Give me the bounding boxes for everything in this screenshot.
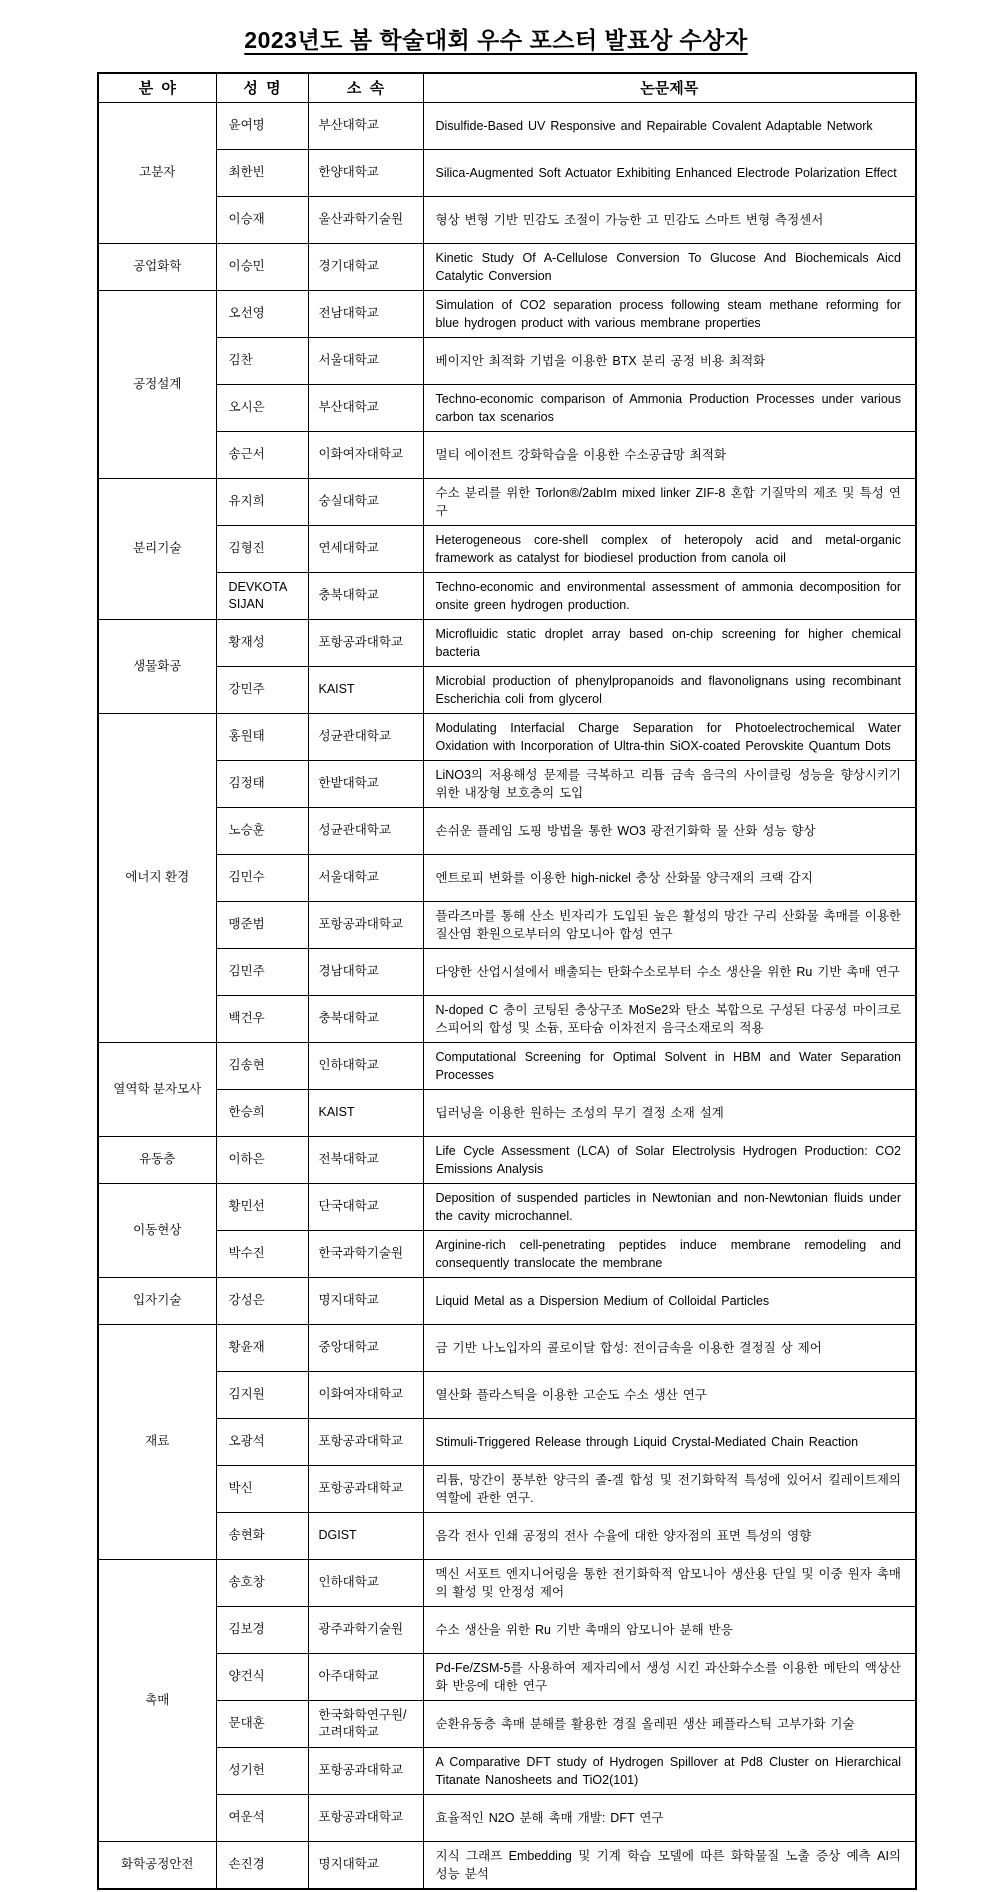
- paper-title-cell: Modulating Interfacial Charge Separation for Photoelectrochemical Water Oxidation with Incorporation of Ultra-thin SiOX-coated Perovskite Quantum Dots: [423, 713, 916, 760]
- table-row: [98, 760, 916, 807]
- header-affiliation: 소 속: [308, 73, 423, 102]
- name-cell: 여운석: [216, 1794, 308, 1841]
- affiliation-cell: 부산대학교: [308, 102, 423, 149]
- table-row: [98, 1465, 916, 1512]
- table-row: [98, 1371, 916, 1418]
- name-cell: 노승훈: [216, 807, 308, 854]
- field-cell: 생물화공: [98, 619, 216, 713]
- affiliation-cell: 전북대학교: [308, 1136, 423, 1183]
- name-cell: 윤여명: [216, 102, 308, 149]
- header-name: 성 명: [216, 73, 308, 102]
- name-cell: 최한빈: [216, 149, 308, 196]
- field-cell: 공업화학: [98, 243, 216, 290]
- paper-title-cell: Life Cycle Assessment (LCA) of Solar Electrolysis Hydrogen Production: CO2 Emissions Analysis: [423, 1136, 916, 1183]
- affiliation-cell: 경기대학교: [308, 243, 423, 290]
- affiliation-cell: 인하대학교: [308, 1042, 423, 1089]
- paper-title-cell: 음각 전사 인쇄 공정의 전사 수율에 대한 양자점의 표면 특성의 영향: [423, 1512, 916, 1559]
- paper-title-cell: 딥러닝을 이용한 원하는 조성의 무기 결정 소재 설계: [423, 1089, 916, 1136]
- name-cell: 유지희: [216, 478, 308, 525]
- name-cell: 박수진: [216, 1230, 308, 1277]
- table-row: [98, 1042, 916, 1089]
- table-row: [98, 1277, 916, 1324]
- name-cell: 이하은: [216, 1136, 308, 1183]
- affiliation-cell: 아주대학교: [308, 1653, 423, 1700]
- paper-title-cell: 수소 분리를 위한 Torlon®/2abIm mixed linker ZIF-8 혼합 기질막의 제조 및 특성 연구: [423, 478, 916, 525]
- table-row: [98, 807, 916, 854]
- field-cell: 고분자: [98, 102, 216, 243]
- name-cell: 맹준범: [216, 901, 308, 948]
- header-paper-title: 논문제목: [423, 73, 916, 102]
- affiliation-cell: 숭실대학교: [308, 478, 423, 525]
- affiliation-cell: DGIST: [308, 1512, 423, 1559]
- table-row: [98, 478, 916, 525]
- paper-title-cell: Techno-economic comparison of Ammonia Production Processes under various carbon tax scenarios: [423, 384, 916, 431]
- name-cell: 강성은: [216, 1277, 308, 1324]
- table-row: [98, 1089, 916, 1136]
- name-cell: 김정태: [216, 760, 308, 807]
- paper-title-cell: 효율적인 N2O 분해 촉매 개발: DFT 연구: [423, 1794, 916, 1841]
- affiliation-cell: 포항공과대학교: [308, 1794, 423, 1841]
- paper-title-cell: LiNO3의 저용해성 문제를 극복하고 리튬 금속 음극의 사이클링 성능을 향상시키기 위한 내장형 보호층의 도입: [423, 760, 916, 807]
- affiliation-cell: 한국화학연구원/고려대학교: [308, 1700, 423, 1747]
- table-row: [98, 384, 916, 431]
- affiliation-cell: 한국과학기술원: [308, 1230, 423, 1277]
- paper-title-cell: 베이지안 최적화 기법을 이용한 BTX 분리 공정 비용 최적화: [423, 337, 916, 384]
- header-row: [98, 73, 916, 102]
- affiliation-cell: KAIST: [308, 666, 423, 713]
- field-cell: 공정설계: [98, 290, 216, 478]
- affiliation-cell: 포항공과대학교: [308, 1465, 423, 1512]
- paper-title-cell: 금 기반 나노입자의 콜로이달 합성: 전이금속을 이용한 결정질 상 제어: [423, 1324, 916, 1371]
- table-row: [98, 1700, 916, 1747]
- paper-title-cell: Pd-Fe/ZSM-5를 사용하여 제자리에서 생성 시킨 과산화수소를 이용한 메탄의 액상산화 반응에 대한 연구: [423, 1653, 916, 1700]
- name-cell: 이승재: [216, 196, 308, 243]
- table-row: [98, 1230, 916, 1277]
- affiliation-cell: KAIST: [308, 1089, 423, 1136]
- affiliation-cell: 인하대학교: [308, 1559, 423, 1606]
- paper-title-cell: Techno-economic and environmental assessment of ammonia decomposition for onsite green hydrogen production.: [423, 572, 916, 619]
- field-cell: 에너지 환경: [98, 713, 216, 1042]
- affiliation-cell: 한밭대학교: [308, 760, 423, 807]
- affiliation-cell: 충북대학교: [308, 572, 423, 619]
- table-row: [98, 901, 916, 948]
- affiliation-cell: 포항공과대학교: [308, 619, 423, 666]
- affiliation-cell: 서울대학교: [308, 337, 423, 384]
- table-row: [98, 1183, 916, 1230]
- table-row: [98, 149, 916, 196]
- affiliation-cell: 경남대학교: [308, 948, 423, 995]
- field-cell: 유동층: [98, 1136, 216, 1183]
- name-cell: 김송현: [216, 1042, 308, 1089]
- affiliation-cell: 울산과학기술원: [308, 196, 423, 243]
- awards-table-body: [98, 102, 916, 1889]
- name-cell: 양건식: [216, 1653, 308, 1700]
- name-cell: 김민주: [216, 948, 308, 995]
- paper-title-cell: 멀티 에이전트 강화학습을 이용한 수소공급망 최적화: [423, 431, 916, 478]
- field-cell: 재료: [98, 1324, 216, 1559]
- paper-title-cell: 리튬, 망간이 풍부한 양극의 졸-겔 합성 및 전기화학적 특성에 있어서 킬레이트제의 역할에 관한 연구.: [423, 1465, 916, 1512]
- table-row: [98, 1606, 916, 1653]
- paper-title-cell: Heterogeneous core-shell complex of heteropoly acid and metal-organic framework as catalyst for biodiesel production from canola oil: [423, 525, 916, 572]
- name-cell: 홍원태: [216, 713, 308, 760]
- name-cell: 성기헌: [216, 1747, 308, 1794]
- affiliation-cell: 포항공과대학교: [308, 1747, 423, 1794]
- affiliation-cell: 전남대학교: [308, 290, 423, 337]
- paper-title-cell: Disulfide-Based UV Responsive and Repairable Covalent Adaptable Network: [423, 102, 916, 149]
- affiliation-cell: 명지대학교: [308, 1277, 423, 1324]
- affiliation-cell: 충북대학교: [308, 995, 423, 1042]
- table-row: [98, 290, 916, 337]
- affiliation-cell: 중앙대학교: [308, 1324, 423, 1371]
- paper-title-cell: 손쉬운 플레임 도핑 방법을 통한 WO3 광전기화학 물 산화 성능 향상: [423, 807, 916, 854]
- name-cell: 김형진: [216, 525, 308, 572]
- paper-title-cell: 지식 그래프 Embedding 및 기계 학습 모델에 따른 화학물질 노출 증상 예측 AI의 성능 분석: [423, 1841, 916, 1889]
- paper-title-cell: N-doped C 층이 코팅된 층상구조 MoSe2와 탄소 복합으로 구성된 다공성 마이크로스피어의 합성 및 소듐, 포타슘 이차전지 음극소재로의 적용: [423, 995, 916, 1042]
- paper-title-cell: 수소 생산을 위한 Ru 기반 촉매의 암모니아 분해 반응: [423, 1606, 916, 1653]
- field-cell: 화학공정안전: [98, 1841, 216, 1889]
- name-cell: 황윤재: [216, 1324, 308, 1371]
- name-cell: 김찬: [216, 337, 308, 384]
- paper-title-cell: Simulation of CO2 separation process following steam methane reforming for blue hydrogen product with various membrane properties: [423, 290, 916, 337]
- name-cell: 황민선: [216, 1183, 308, 1230]
- awards-table: [97, 72, 917, 1890]
- paper-title-cell: 열산화 플라스틱을 이용한 고순도 수소 생산 연구: [423, 1371, 916, 1418]
- paper-title-cell: Arginine-rich cell-penetrating peptides induce membrane remodeling and consequently translocate the membrane: [423, 1230, 916, 1277]
- table-row: [98, 666, 916, 713]
- affiliation-cell: 이화여자대학교: [308, 1371, 423, 1418]
- table-row: [98, 431, 916, 478]
- table-row: [98, 337, 916, 384]
- name-cell: 오광석: [216, 1418, 308, 1465]
- paper-title-cell: Microbial production of phenylpropanoids and flavonolignans using recombinant Escherichia coli from glycerol: [423, 666, 916, 713]
- table-row: [98, 102, 916, 149]
- name-cell: 김지원: [216, 1371, 308, 1418]
- paper-title-cell: 다양한 산업시설에서 배출되는 탄화수소로부터 수소 생산을 위한 Ru 기반 촉매 연구: [423, 948, 916, 995]
- name-cell: 김보경: [216, 1606, 308, 1653]
- name-cell: 송현화: [216, 1512, 308, 1559]
- affiliation-cell: 연세대학교: [308, 525, 423, 572]
- table-row: [98, 1136, 916, 1183]
- name-cell: 한승희: [216, 1089, 308, 1136]
- paper-title-cell: Computational Screening for Optimal Solvent in HBM and Water Separation Processes: [423, 1042, 916, 1089]
- table-row: [98, 854, 916, 901]
- paper-title-cell: Stimuli-Triggered Release through Liquid Crystal-Mediated Chain Reaction: [423, 1418, 916, 1465]
- name-cell: 박신: [216, 1465, 308, 1512]
- table-row: [98, 572, 916, 619]
- affiliation-cell: 성균관대학교: [308, 713, 423, 760]
- name-cell: 오선영: [216, 290, 308, 337]
- affiliation-cell: 단국대학교: [308, 1183, 423, 1230]
- field-cell: 분리기술: [98, 478, 216, 619]
- table-row: [98, 1559, 916, 1606]
- table-row: [98, 619, 916, 666]
- name-cell: 송호창: [216, 1559, 308, 1606]
- name-cell: 오시은: [216, 384, 308, 431]
- table-row: [98, 1794, 916, 1841]
- paper-title-cell: Kinetic Study Of A-Cellulose Conversion To Glucose And Biochemicals Aicd Catalytic Conversion: [423, 243, 916, 290]
- affiliation-cell: 부산대학교: [308, 384, 423, 431]
- table-row: [98, 1841, 916, 1889]
- name-cell: DEVKOTA SIJAN: [216, 572, 308, 619]
- field-cell: 열역학 분자모사: [98, 1042, 216, 1136]
- name-cell: 김민수: [216, 854, 308, 901]
- affiliation-cell: 이화여자대학교: [308, 431, 423, 478]
- paper-title-cell: 형상 변형 기반 민감도 조절이 가능한 고 민감도 스마트 변형 측정센서: [423, 196, 916, 243]
- affiliation-cell: 광주과학기술원: [308, 1606, 423, 1653]
- table-row: [98, 525, 916, 572]
- paper-title-cell: 플라즈마를 통해 산소 빈자리가 도입된 높은 활성의 망간 구리 산화물 촉매를 이용한 질산염 환원으로부터의 암모니아 합성 연구: [423, 901, 916, 948]
- affiliation-cell: 명지대학교: [308, 1841, 423, 1889]
- name-cell: 이승민: [216, 243, 308, 290]
- table-row: [98, 948, 916, 995]
- affiliation-cell: 포항공과대학교: [308, 901, 423, 948]
- paper-title-cell: 순환유동층 촉매 분해를 활용한 경질 올레핀 생산 페플라스틱 고부가화 기술: [423, 1700, 916, 1747]
- table-row: [98, 1324, 916, 1371]
- paper-title-cell: Liquid Metal as a Dispersion Medium of Colloidal Particles: [423, 1277, 916, 1324]
- name-cell: 문대훈: [216, 1700, 308, 1747]
- table-row: [98, 995, 916, 1042]
- affiliation-cell: 서울대학교: [308, 854, 423, 901]
- table-row: [98, 196, 916, 243]
- table-row: [98, 1747, 916, 1794]
- affiliation-cell: 포항공과대학교: [308, 1418, 423, 1465]
- paper-title-cell: Deposition of suspended particles in Newtonian and non-Newtonian fluids under the cavity microchannel.: [423, 1183, 916, 1230]
- paper-title-cell: Silica-Augmented Soft Actuator Exhibiting Enhanced Electrode Polarization Effect: [423, 149, 916, 196]
- name-cell: 강민주: [216, 666, 308, 713]
- paper-title-cell: A Comparative DFT study of Hydrogen Spillover at Pd8 Cluster on Hierarchical Titanate Nanosheets and TiO2(101): [423, 1747, 916, 1794]
- table-row: [98, 1418, 916, 1465]
- paper-title-cell: Microfluidic static droplet array based on-chip screening for higher chemical bacteria: [423, 619, 916, 666]
- name-cell: 황재성: [216, 619, 308, 666]
- paper-title-cell: 멕신 서포트 엔지니어링을 통한 전기화학적 암모니아 생산용 단일 및 이중 원자 촉매의 활성 및 안정성 제어: [423, 1559, 916, 1606]
- field-cell: 촉매: [98, 1559, 216, 1841]
- field-cell: 입자기술: [98, 1277, 216, 1324]
- table-row: [98, 1653, 916, 1700]
- table-row: [98, 1512, 916, 1559]
- affiliation-cell: 성균관대학교: [308, 807, 423, 854]
- field-cell: 이동현상: [98, 1183, 216, 1277]
- name-cell: 손진경: [216, 1841, 308, 1889]
- paper-title-cell: 엔트로피 변화를 이용한 high-nickel 층상 산화물 양극재의 크랙 감지: [423, 854, 916, 901]
- affiliation-cell: 한양대학교: [308, 149, 423, 196]
- page-title: 2023년도 봄 학술대회 우수 포스터 발표상 수상자: [244, 27, 748, 53]
- name-cell: 송근서: [216, 431, 308, 478]
- header-field: 분 야: [98, 73, 216, 102]
- table-row: [98, 243, 916, 290]
- table-row: [98, 713, 916, 760]
- name-cell: 백건우: [216, 995, 308, 1042]
